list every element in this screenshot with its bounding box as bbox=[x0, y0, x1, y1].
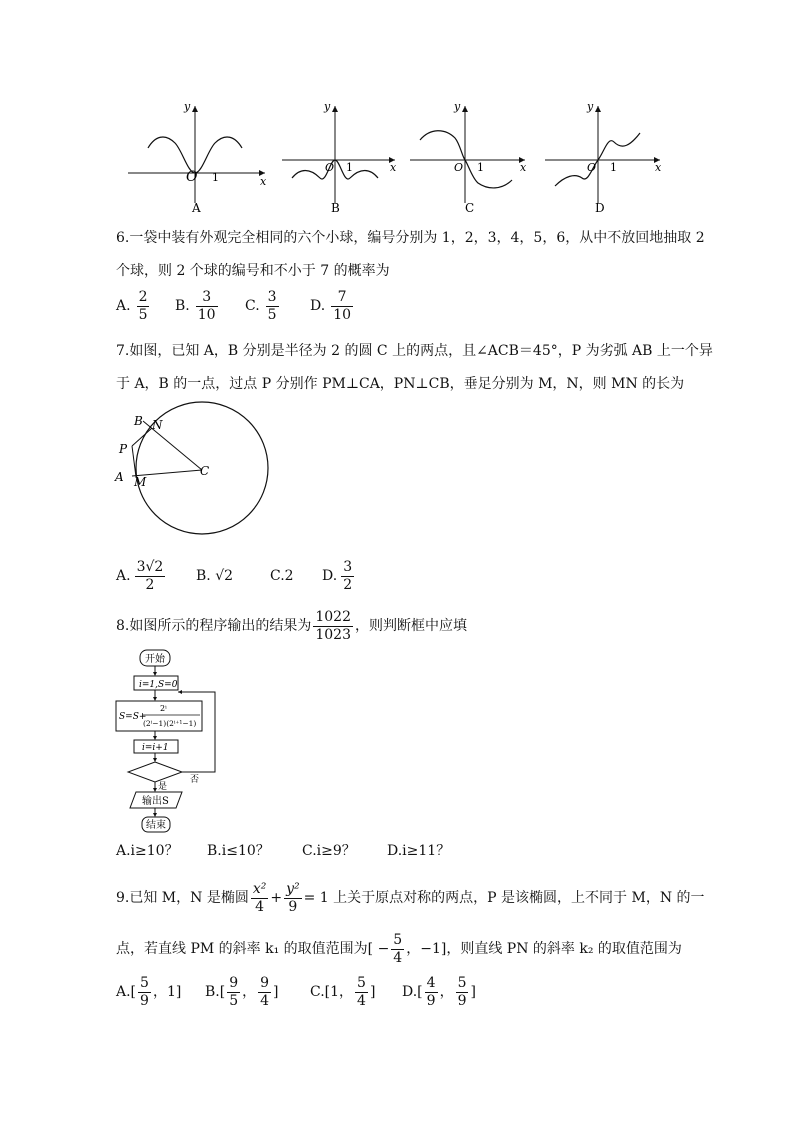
graph-d-tick: 1 bbox=[610, 161, 617, 174]
graph-b-tick: 1 bbox=[346, 161, 353, 174]
q8-option-b: B.i≤10？ bbox=[207, 843, 270, 859]
flow-output: 输出S bbox=[142, 796, 169, 807]
label-p: P bbox=[119, 442, 128, 456]
q7-option-d: D. $\frac{3}{2}$ bbox=[322, 558, 353, 593]
q6-line1: 6.一袋中装有外观完全相同的六个小球，编号分别为 1，2，3，4，5，6，从中不放回地抽取 2 bbox=[116, 230, 705, 246]
graph-b-x-label: x bbox=[390, 161, 397, 174]
graph-c-y-label: y bbox=[454, 100, 461, 113]
graph-d-x-label: x bbox=[655, 161, 662, 174]
graph-a-origin: O bbox=[186, 169, 198, 185]
q5-graphs bbox=[120, 98, 680, 218]
flow-update-num: 2ⁱ bbox=[160, 704, 167, 713]
flow-update-den: (2ⁱ−1)(2ⁱ⁺¹−1) bbox=[143, 719, 197, 728]
graph-d-letter: D bbox=[595, 201, 605, 215]
q6-option-d: D. $\frac{7}{10}$ bbox=[310, 288, 352, 323]
q6-option-c: C. $\frac{3}{5}$ bbox=[245, 288, 277, 323]
q6-line2: 个球，则 2 个球的编号和不小于 7 的概率为 bbox=[116, 263, 390, 279]
graph-a-letter: A bbox=[192, 201, 201, 215]
q9-option-b: B.[ $\frac{9}{5}$ ， $\frac{9}{4}$ ] bbox=[205, 974, 279, 1009]
q7-option-c: C.2 bbox=[270, 568, 294, 584]
graph-c bbox=[410, 100, 527, 215]
label-n: N bbox=[152, 418, 163, 432]
q8-stem: 8.如图所示的程序输出的结果为 $\frac{1022}{1023}$ ，则判断框中应填 bbox=[116, 608, 467, 643]
graph-a-tick: 1 bbox=[212, 171, 219, 184]
label-a: A bbox=[115, 470, 124, 484]
q8-option-c: C.i≥9？ bbox=[302, 843, 356, 859]
q7-option-b: B. √2 bbox=[196, 568, 234, 584]
q8-option-a: A.i≥10？ bbox=[116, 843, 179, 859]
q7-option-a: A. $\frac{3√2}{2}$ bbox=[116, 558, 164, 593]
graph-b-letter: B bbox=[331, 201, 340, 215]
q9-line2: 点，若直线 PM 的斜率 k₁ 的取值范围为[ − $\frac{5}{4}$ ，−1]，则直线 PN 的斜率 k₂ 的取值范围为 bbox=[116, 931, 682, 966]
q7-circle-figure bbox=[110, 398, 275, 538]
graph-a-x-label: x bbox=[260, 175, 267, 188]
label-c: C bbox=[200, 464, 210, 478]
graph-a bbox=[128, 100, 267, 215]
q9-option-c: C.[1， $\frac{5}{4}$ ] bbox=[310, 974, 376, 1009]
q7-line1: 7.如图，已知 A，B 分别是半径为 2 的圆 C 上的两点，且∠ACB＝45°，P 为劣弧 AB 上一个异 bbox=[116, 343, 713, 359]
graph-d-y-label: y bbox=[587, 100, 594, 113]
flow-yes: 是 bbox=[158, 782, 168, 792]
graph-d-origin: O bbox=[587, 161, 597, 174]
graph-c-origin: O bbox=[454, 161, 464, 174]
flow-no: 否 bbox=[190, 775, 200, 785]
q6-option-a: A. $\frac{2}{5}$ bbox=[116, 288, 148, 323]
flow-inc: i=i+1 bbox=[142, 743, 169, 753]
graph-d bbox=[545, 100, 662, 215]
q8-flowchart bbox=[112, 648, 232, 836]
q7-line2: 于 A，B 的一点，过点 P 分别作 PM⊥CA，PN⊥CB，垂足分别为 M，N，则 MN 的长为 bbox=[116, 376, 685, 392]
label-m: M bbox=[134, 475, 147, 489]
graph-c-x-label: x bbox=[520, 161, 527, 174]
q6-option-b: B. $\frac{3}{10}$ bbox=[175, 288, 216, 323]
label-b: B bbox=[134, 414, 143, 428]
graph-b-y-label: y bbox=[324, 100, 331, 113]
graph-b-origin: O bbox=[325, 161, 335, 174]
q9-option-a: A.[ $\frac{5}{9}$ ，1] bbox=[116, 974, 182, 1009]
graph-c-tick: 1 bbox=[477, 161, 484, 174]
graph-c-letter: C bbox=[465, 201, 475, 215]
flow-decision bbox=[128, 762, 182, 782]
q8-option-d: D.i≥11？ bbox=[387, 843, 451, 859]
graph-a-y-label: y bbox=[184, 100, 191, 113]
q9-line1: 9.已知 M，N 是椭圆 $\frac{\text{x²}}{4}$ + $\frac{\text{y²}}{9}$ = 1 上关于原点对称的两点，P 是该椭圆，上不同于 M，N 的一 bbox=[116, 880, 705, 915]
q9-option-d: D.[ $\frac{4}{9}$ ， $\frac{5}{9}$ ] bbox=[402, 974, 476, 1009]
flow-start: 开始 bbox=[145, 654, 165, 665]
flow-init: i=1,S=0 bbox=[139, 680, 178, 690]
flow-end: 结束 bbox=[146, 820, 166, 831]
graph-b bbox=[282, 100, 397, 215]
flow-update-prefix: S=S+ bbox=[119, 712, 147, 722]
